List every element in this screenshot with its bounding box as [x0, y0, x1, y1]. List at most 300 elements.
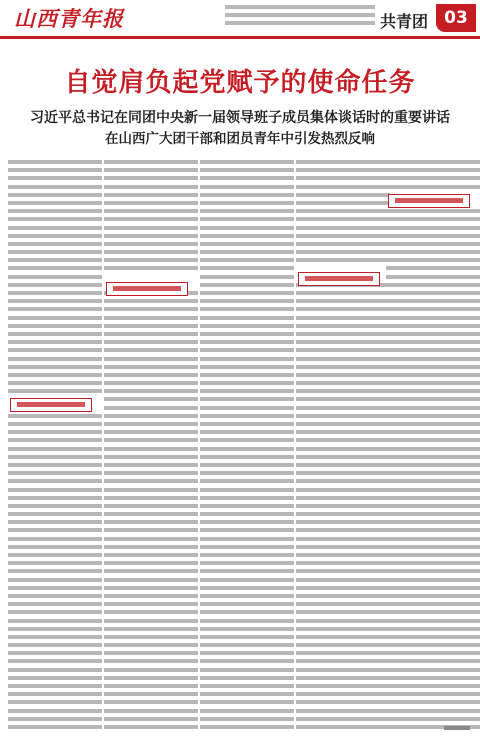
text-line: [386, 307, 480, 311]
text-line: [8, 242, 102, 246]
text-line: [8, 586, 102, 590]
text-line: [8, 520, 102, 524]
text-line: [386, 381, 480, 385]
text-line: [104, 668, 198, 672]
text-line: [386, 185, 480, 189]
section-subheading-1: [10, 398, 92, 412]
text-line: [200, 479, 294, 483]
text-line: [104, 357, 198, 361]
text-line: [296, 422, 390, 426]
text-line: [296, 373, 390, 377]
text-line: [104, 299, 198, 303]
text-line: [200, 471, 294, 475]
text-line: [386, 496, 480, 500]
text-line: [200, 283, 294, 287]
text-line: [104, 659, 198, 663]
text-line: [200, 619, 294, 623]
text-line: [8, 430, 102, 434]
text-line: [296, 668, 390, 672]
text-line: [200, 528, 294, 532]
text-line: [104, 676, 198, 680]
text-line: [200, 709, 294, 713]
text-line: [104, 610, 198, 614]
text-line: [386, 627, 480, 631]
text-line: [296, 307, 390, 311]
text-line: [386, 266, 480, 270]
text-line: [386, 610, 480, 614]
text-line: [8, 627, 102, 631]
text-line: [200, 659, 294, 663]
text-line: [200, 700, 294, 704]
text-line: [200, 226, 294, 230]
text-line: [296, 160, 390, 164]
text-line: [386, 316, 480, 320]
text-line: [296, 397, 390, 401]
text-line: [200, 176, 294, 180]
text-line: [200, 520, 294, 524]
text-line: [104, 389, 198, 393]
text-line: [200, 299, 294, 303]
text-line: [386, 242, 480, 246]
text-line: [296, 488, 390, 492]
text-line: [8, 381, 102, 385]
text-line: [386, 717, 480, 721]
text-line: [296, 438, 390, 442]
text-line: [200, 725, 294, 729]
text-line: [8, 438, 102, 442]
text-line: [386, 299, 480, 303]
text-line: [8, 504, 102, 508]
text-line: [200, 185, 294, 189]
text-line: [296, 512, 390, 516]
text-line: [104, 447, 198, 451]
text-line: [104, 488, 198, 492]
text-line: [200, 643, 294, 647]
text-line: [296, 406, 390, 410]
text-line: [386, 430, 480, 434]
text-line: [200, 160, 294, 164]
text-line: [8, 234, 102, 238]
text-line: [296, 316, 390, 320]
text-line: [8, 414, 102, 418]
text-line: [386, 668, 480, 672]
text-line: [104, 422, 198, 426]
text-line: [296, 168, 390, 172]
article-column-1: [8, 160, 102, 733]
text-line: [8, 537, 102, 541]
text-line: [200, 438, 294, 442]
text-line: [386, 357, 480, 361]
text-line: [104, 185, 198, 189]
text-line: [104, 234, 198, 238]
text-line: [104, 528, 198, 532]
text-line: [200, 692, 294, 696]
text-line: [296, 193, 390, 197]
text-line: [296, 725, 390, 729]
article-subheadline-2: 在山西广大团干部和团员青年中引发热烈反响: [105, 131, 375, 147]
text-line: [8, 692, 102, 696]
text-line: [200, 610, 294, 614]
text-line: [386, 160, 480, 164]
text-line: [8, 619, 102, 623]
text-line: [104, 201, 198, 205]
newspaper-masthead: 山西青年报: [14, 6, 124, 31]
text-line: [104, 176, 198, 180]
text-line: [200, 545, 294, 549]
text-line: [104, 700, 198, 704]
text-line: [200, 316, 294, 320]
text-line: [296, 553, 390, 557]
text-line: [200, 275, 294, 279]
text-line: [8, 561, 102, 565]
article-column-2: [104, 160, 198, 733]
text-line: [386, 619, 480, 623]
header-rule: [0, 36, 480, 39]
text-line: [8, 545, 102, 549]
page-section-name: 共青团: [380, 12, 429, 31]
text-line: [386, 676, 480, 680]
text-line: [296, 414, 390, 418]
text-line: [200, 594, 294, 598]
text-line: [200, 717, 294, 721]
text-line: [200, 406, 294, 410]
text-line: [104, 258, 198, 262]
text-line: [386, 348, 480, 352]
text-line: [200, 553, 294, 557]
text-line: [8, 275, 102, 279]
text-line: [200, 266, 294, 270]
text-line: [296, 717, 390, 721]
text-line: [104, 217, 198, 221]
text-line: [386, 176, 480, 180]
article-column-5: [386, 160, 480, 733]
text-line: [296, 324, 390, 328]
text-line: [200, 250, 294, 254]
text-line: [200, 332, 294, 336]
text-line: [8, 201, 102, 205]
text-line: [296, 365, 390, 369]
text-line: [104, 373, 198, 377]
text-line: [104, 316, 198, 320]
text-line: [8, 365, 102, 369]
text-line: [8, 602, 102, 606]
text-line: [386, 217, 480, 221]
text-line: [8, 307, 102, 311]
text-line: [104, 348, 198, 352]
text-line: [8, 168, 102, 172]
text-line: [200, 365, 294, 369]
text-line: [200, 209, 294, 213]
text-line: [386, 569, 480, 573]
text-line: [8, 250, 102, 254]
text-line: [296, 496, 390, 500]
text-line: [386, 455, 480, 459]
text-line: [104, 381, 198, 385]
text-line: [386, 258, 480, 262]
text-line: [200, 512, 294, 516]
text-line: [8, 258, 102, 262]
text-line: [8, 471, 102, 475]
text-line: [104, 643, 198, 647]
text-line: [104, 324, 198, 328]
text-line: [386, 659, 480, 663]
text-line: [200, 242, 294, 246]
text-line: [386, 250, 480, 254]
text-line: [296, 709, 390, 713]
text-line: [296, 610, 390, 614]
text-line: [200, 193, 294, 197]
text-line: [200, 447, 294, 451]
text-line: [200, 668, 294, 672]
text-line: [386, 643, 480, 647]
text-line: [8, 324, 102, 328]
text-line: [296, 561, 390, 565]
text-line: [8, 676, 102, 680]
text-line: [296, 619, 390, 623]
text-line: [8, 659, 102, 663]
text-line: [8, 709, 102, 713]
text-line: [8, 299, 102, 303]
text-line: [8, 668, 102, 672]
text-line: [200, 651, 294, 655]
text-line: [386, 414, 480, 418]
text-line: [386, 438, 480, 442]
text-line: [104, 168, 198, 172]
text-line: [200, 463, 294, 467]
text-line: [296, 381, 390, 385]
text-line: [8, 217, 102, 221]
text-line: [8, 479, 102, 483]
text-line: [296, 684, 390, 688]
text-line: [386, 635, 480, 639]
text-line: [8, 332, 102, 336]
text-line: [104, 537, 198, 541]
text-line: [200, 291, 294, 295]
text-line: [386, 520, 480, 524]
text-line: [296, 250, 390, 254]
text-line: [200, 602, 294, 606]
text-line: [386, 234, 480, 238]
text-line: [386, 709, 480, 713]
section-subheading-2: [106, 282, 188, 296]
text-line: [386, 586, 480, 590]
text-line: [296, 447, 390, 451]
page-header: [0, 0, 480, 40]
text-line: [104, 266, 198, 270]
text-line: [296, 545, 390, 549]
text-line: [8, 373, 102, 377]
text-line: [200, 217, 294, 221]
text-line: [200, 537, 294, 541]
text-line: [386, 504, 480, 508]
text-line: [200, 397, 294, 401]
text-line: [104, 619, 198, 623]
text-line: [296, 299, 390, 303]
text-line: [386, 602, 480, 606]
text-line: [8, 594, 102, 598]
text-line: [8, 725, 102, 729]
page-number-badge: 03: [436, 4, 476, 32]
text-line: [296, 479, 390, 483]
text-line: [386, 553, 480, 557]
text-line: [296, 578, 390, 582]
text-line: [386, 283, 480, 287]
text-line: [104, 512, 198, 516]
text-line: [104, 438, 198, 442]
text-line: [8, 422, 102, 426]
text-line: [200, 340, 294, 344]
text-line: [200, 578, 294, 582]
text-line: [8, 496, 102, 500]
text-line: [8, 643, 102, 647]
text-line: [200, 488, 294, 492]
text-line: [386, 340, 480, 344]
text-line: [104, 209, 198, 213]
text-line: [8, 193, 102, 197]
text-line: [386, 545, 480, 549]
text-line: [104, 520, 198, 524]
text-line: [296, 291, 390, 295]
text-line: [296, 217, 390, 221]
text-line: [8, 340, 102, 344]
text-line: [200, 168, 294, 172]
text-line: [8, 488, 102, 492]
text-line: [386, 275, 480, 279]
text-line: [200, 381, 294, 385]
text-line: [8, 291, 102, 295]
text-line: [296, 201, 390, 205]
text-line: [296, 340, 390, 344]
text-line: [386, 594, 480, 598]
text-line: [8, 635, 102, 639]
text-line: [104, 160, 198, 164]
text-line: [386, 168, 480, 172]
text-line: [104, 545, 198, 549]
article-subheadline-1: 习近平总书记在同团中央新一届领导班子成员集体谈话时的重要讲话: [30, 110, 450, 126]
text-line: [386, 578, 480, 582]
text-line: [296, 226, 390, 230]
text-line: [296, 185, 390, 189]
text-line: [296, 176, 390, 180]
text-line: [8, 610, 102, 614]
text-line: [386, 291, 480, 295]
text-line: [104, 602, 198, 606]
text-line: [386, 389, 480, 393]
text-line: [386, 537, 480, 541]
text-line: [200, 635, 294, 639]
text-line: [8, 512, 102, 516]
text-line: [8, 160, 102, 164]
text-line: [200, 496, 294, 500]
text-line: [200, 414, 294, 418]
text-line: [386, 209, 480, 213]
text-line: [104, 717, 198, 721]
text-line: [8, 226, 102, 230]
text-line: [386, 692, 480, 696]
text-line: [386, 471, 480, 475]
text-line: [104, 479, 198, 483]
author-byline: [444, 726, 470, 730]
text-line: [200, 561, 294, 565]
text-line: [386, 365, 480, 369]
text-line: [386, 684, 480, 688]
text-line: [8, 176, 102, 180]
text-line: [200, 676, 294, 680]
text-line: [8, 316, 102, 320]
text-line: [8, 528, 102, 532]
text-line: [8, 700, 102, 704]
text-line: [104, 406, 198, 410]
section-subheading-4: [388, 194, 470, 208]
text-line: [8, 389, 102, 393]
text-line: [386, 397, 480, 401]
text-line: [8, 447, 102, 451]
article-headline: 自觉肩负起党赋予的使命任务: [64, 68, 416, 98]
text-line: [296, 471, 390, 475]
text-line: [200, 389, 294, 393]
text-line: [104, 553, 198, 557]
text-line: [296, 602, 390, 606]
text-line: [8, 283, 102, 287]
text-line: [8, 209, 102, 213]
text-line: [8, 463, 102, 467]
text-line: [386, 406, 480, 410]
text-line: [386, 700, 480, 704]
text-line: [386, 332, 480, 336]
text-line: [8, 553, 102, 557]
text-line: [104, 397, 198, 401]
text-line: [104, 193, 198, 197]
text-line: [296, 700, 390, 704]
header-meta-block: [225, 5, 375, 29]
text-line: [104, 586, 198, 590]
text-line: [296, 389, 390, 393]
text-line: [200, 373, 294, 377]
text-line: [200, 258, 294, 262]
text-line: [200, 684, 294, 688]
text-line: [296, 455, 390, 459]
text-line: [386, 324, 480, 328]
text-line: [200, 357, 294, 361]
text-line: [296, 357, 390, 361]
text-line: [200, 422, 294, 426]
text-line: [104, 569, 198, 573]
text-line: [8, 717, 102, 721]
text-line: [296, 463, 390, 467]
text-line: [104, 561, 198, 565]
text-line: [104, 635, 198, 639]
text-line: [104, 365, 198, 369]
text-line: [386, 226, 480, 230]
text-line: [296, 504, 390, 508]
text-line: [296, 643, 390, 647]
text-line: [8, 185, 102, 189]
text-line: [386, 422, 480, 426]
text-line: [104, 709, 198, 713]
text-line: [200, 627, 294, 631]
text-line: [200, 201, 294, 205]
text-line: [104, 725, 198, 729]
text-line: [296, 594, 390, 598]
text-line: [8, 455, 102, 459]
text-line: [8, 348, 102, 352]
text-line: [200, 455, 294, 459]
text-line: [386, 463, 480, 467]
text-line: [8, 357, 102, 361]
text-line: [296, 627, 390, 631]
text-line: [200, 307, 294, 311]
text-line: [200, 430, 294, 434]
